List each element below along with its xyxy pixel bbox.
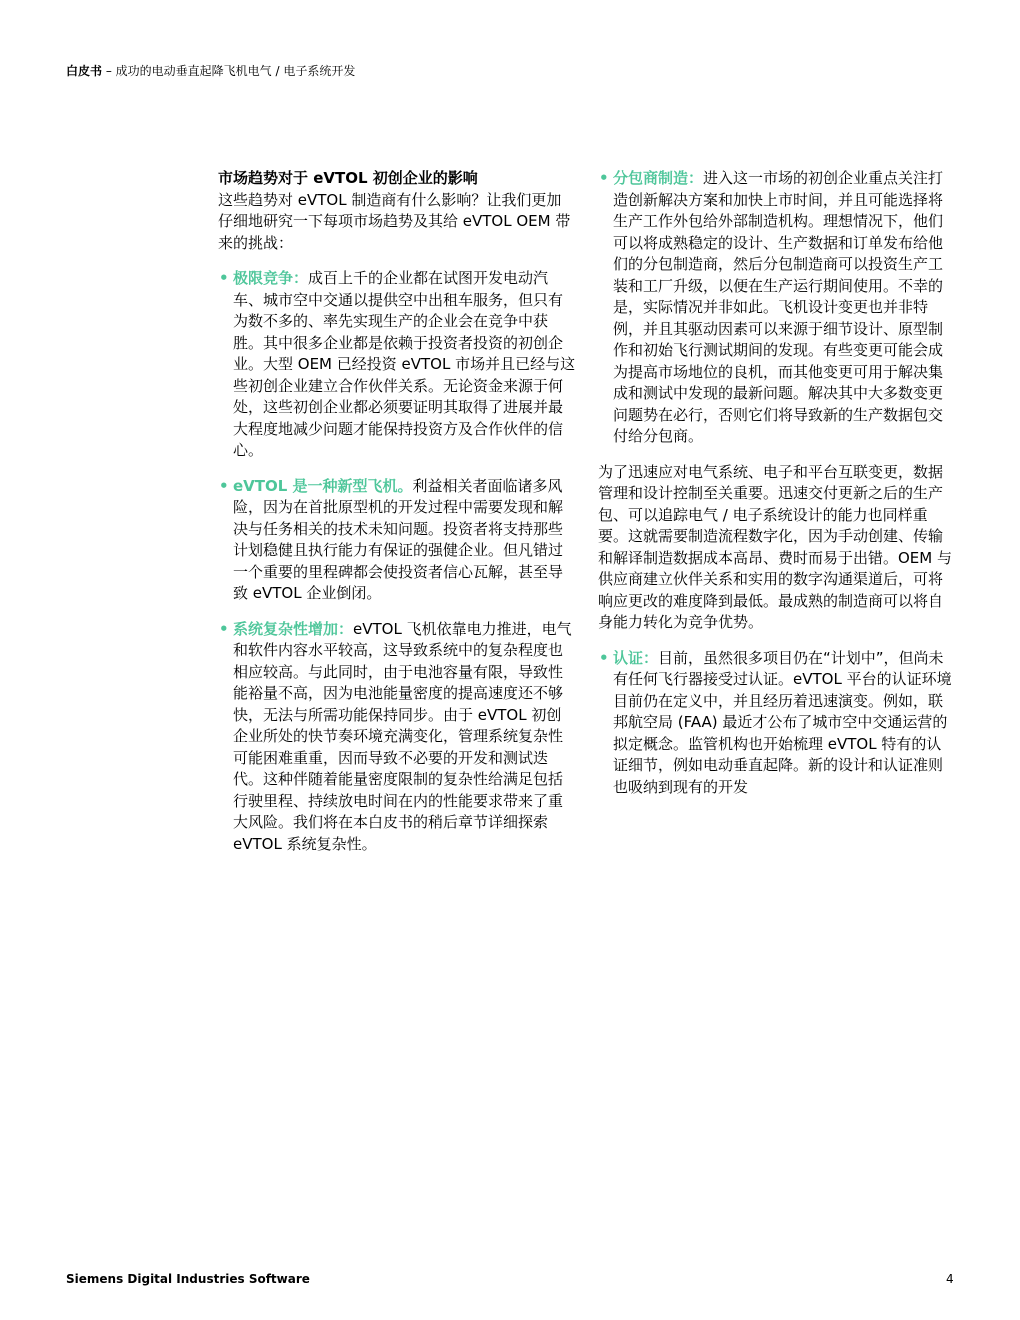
bullet-item: [598, 648, 956, 799]
header-title: – 成功的电动垂直起降飞机电气 / 电子系统开发: [102, 64, 356, 78]
bullet-term: 极限竞争：: [233, 269, 309, 287]
bullet-item: [598, 168, 956, 448]
right-column: [598, 168, 956, 798]
bullet-term: 认证：: [613, 648, 659, 667]
bullet-text: 进入这一市场的初创企业重点关注打造创新解决方案和加快上市时间，并且可能选择将生产工作外包给外部制造机构。理想情况下，他们可以将成熟稳定的设计、生产数据和订单发布给他们的分包制造商，然后分包制造商可以投资生产工装和工厂升级，以便在生产运行期间使用。不幸的是，实际情况并非如此。飞机设计变更也并非特例，并且其驱动因素可以来源于细节设计、原型制作和初始飞行测试期间的发现。有些变更可能会成为提高市场地位的良机，而其他变更可用于解决集成和测试中发现的最新问题。解决其中大多数变更问题势在必行，否则它们将导致新的生产数据包交付给分包商。: [613, 169, 944, 445]
bullet-term: 分包商制造：: [613, 169, 704, 187]
bullet-text: eVTOL 飞机依靠电力推进，电气和软件内容水平较高，这导致系统中的复杂程度也相应较高。与此同时，由于电池容量有限，导致性能裕量不高，因为电池能量密度的提高速度还不够快，无法与所需功能保持同步。由于 eVTOL 初创企业所处的快节奏环境充满变化，管理系统复杂性可能困难重重，因而导致不必要的开发和测试迭代。这种伴随着能量密度限制的复杂性给满足包括行驶里程、持续放电时间在内的性能要求带来了重大风险。我们将在本白皮书的稍后章节详细探索 eVTOL 系统复杂性。: [233, 619, 572, 853]
bullet-text: 目前，虽然很多项目仍在“计划中”，但尚未有任何飞行器接受过认证。eVTOL 平台的认证环境目前仍在定义中，并且经历着迅速演变。例如，联邦航空局 (FAA) 最近才公布了城市空中交通运营的拟定概念。监管机构也开始梳理 eVTOL 特有的认证细节，例如电动垂直起降。新的设计和认证准则也吸纳到现有的开发: [613, 648, 952, 796]
page-number: 4: [946, 1272, 954, 1286]
intro-paragraph: 这些趋势对 eVTOL 制造商有什么影响？让我们更加仔细地研究一下每项市场趋势及其给 eVTOL OEM 带来的挑战：: [218, 190, 571, 252]
bullet-item: [218, 268, 576, 462]
bullet-text: 利益相关者面临诸多风险，因为在首批原型机的开发过程中需要发现和解决与任务相关的技术未知问题。投资者将支持那些计划稳健且执行能力有保证的强健企业。但凡错过一个重要的里程碑都会使投资者信心瓦解，甚至导致 eVTOL 企业倒闭。: [233, 476, 564, 602]
bullet-item: [218, 476, 576, 605]
bullet-dot-icon: •: [599, 648, 609, 667]
page-header: [66, 62, 355, 80]
bullet-item: [218, 619, 576, 856]
bullet-dot-icon: •: [219, 269, 229, 287]
bullet-term: eVTOL 是一种新型飞机。: [233, 476, 413, 495]
bullet-dot-icon: •: [219, 476, 229, 495]
footer-company: Siemens Digital Industries Software: [66, 1272, 310, 1286]
bullet-dot-icon: •: [219, 619, 229, 638]
header-doc-type: 白皮书: [66, 64, 103, 78]
section-heading: 市场趋势对于 eVTOL 初创企业的影响: [218, 169, 478, 187]
body-paragraph: 为了迅速应对电气系统、电子和平台互联变更，数据管理和设计控制至关重要。迅速交付更新之后的生产包、可以追踪电气 / 电子系统设计的能力也同样重要。这就需要制造流程数字化，因为手动创建、传输和解译制造数据成本高昂、费时而易于出错。OEM 与供应商建立伙伴关系和实用的数字沟通渠道后，可将响应更改的难度降到最低。最成熟的制造商可以将自身能力转化为竞争优势。: [598, 462, 952, 631]
left-column: [218, 168, 576, 855]
bullet-term: 系统复杂性增加：: [233, 619, 354, 638]
bullet-text: 成百上千的企业都在试图开发电动汽车、城市空中交通以提供空中出租车服务，但只有为数不多的、率先实现生产的企业会在竞争中获胜。其中很多企业都是依赖于投资者投资的初创企业。大型 OEM 已经投资 eVTOL 市场并且已经与这些初创企业建立合作伙伴关系。无论资金来源于何处，这些初创企业都必须要证明其取得了进展并最大程度地减少问题才能保持投资方及合作伙伴的信心。: [233, 269, 576, 459]
bullet-dot-icon: •: [599, 169, 609, 187]
